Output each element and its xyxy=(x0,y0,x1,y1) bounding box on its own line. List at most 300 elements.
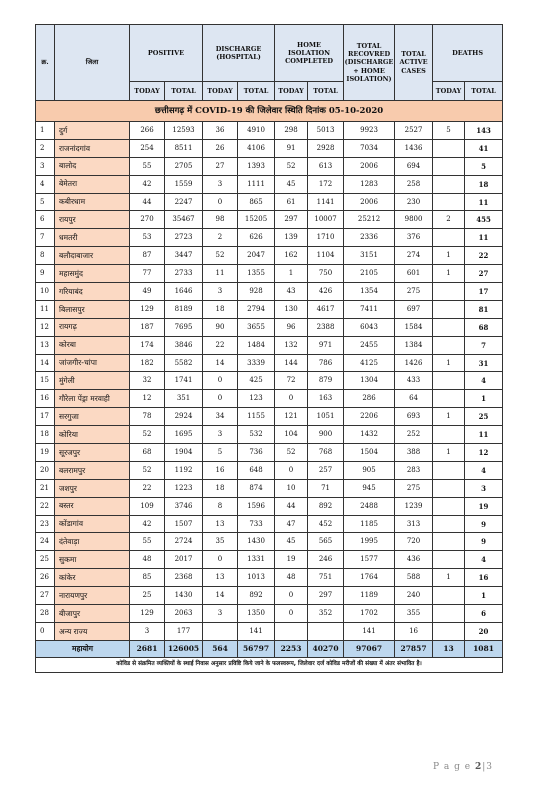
total-recovered: 7411 xyxy=(344,300,395,318)
table-row xyxy=(36,175,503,193)
page-current: 2 xyxy=(474,762,483,772)
discharge-total: 1393 xyxy=(238,157,275,175)
district-name: कोरिया xyxy=(55,426,130,444)
deaths-total: 18 xyxy=(465,175,503,193)
positive-total: 12593 xyxy=(165,122,203,140)
deaths-today xyxy=(433,283,465,301)
home-isolation-today: 52 xyxy=(275,157,308,175)
deaths-today xyxy=(433,318,465,336)
discharge-total: 892 xyxy=(238,587,275,605)
positive-today: 109 xyxy=(130,497,165,515)
discharge-today: 14 xyxy=(203,587,238,605)
table-row xyxy=(36,157,503,175)
total-recovered: 1504 xyxy=(344,444,395,462)
home-isolation-total: 971 xyxy=(308,336,344,354)
total-recovered: 2006 xyxy=(344,193,395,211)
home-isolation-today: 44 xyxy=(275,497,308,515)
header-total-recovered: TOTAL RECOVRED (DISCHARGE + HOME ISOLATION) xyxy=(344,25,395,101)
total-recovered: 1995 xyxy=(344,533,395,551)
deaths-total: 11 xyxy=(465,229,503,247)
deaths-total: 455 xyxy=(465,211,503,229)
deaths-today xyxy=(433,622,465,640)
table-row xyxy=(36,444,503,462)
home-isolation-today: 144 xyxy=(275,354,308,372)
discharge-today: 3 xyxy=(203,605,238,623)
discharge-total: 141 xyxy=(238,622,275,640)
grand-total-discharge-total: 56797 xyxy=(238,640,275,657)
discharge-today: 13 xyxy=(203,515,238,533)
home-isolation-today: 45 xyxy=(275,175,308,193)
home-isolation-today: 104 xyxy=(275,426,308,444)
grand-total-positive-today: 2681 xyxy=(130,640,165,657)
table-row xyxy=(36,622,503,640)
serial-number: 24 xyxy=(36,533,55,551)
positive-today: 78 xyxy=(130,408,165,426)
positive-total: 1559 xyxy=(165,175,203,193)
page-number xyxy=(433,762,493,772)
total-recovered: 1189 xyxy=(344,587,395,605)
subheader-total: TOTAL xyxy=(308,82,344,101)
total-active: 2527 xyxy=(395,122,433,140)
serial-number: 4 xyxy=(36,175,55,193)
district-name: सूरजपुर xyxy=(55,444,130,462)
deaths-total: 68 xyxy=(465,318,503,336)
discharge-total: 1155 xyxy=(238,408,275,426)
discharge-today: 52 xyxy=(203,247,238,265)
discharge-today: 0 xyxy=(203,193,238,211)
home-isolation-total: 750 xyxy=(308,265,344,283)
deaths-today: 1 xyxy=(433,444,465,462)
serial-number: 2 xyxy=(36,139,55,157)
deaths-today: 1 xyxy=(433,247,465,265)
discharge-today: 3 xyxy=(203,175,238,193)
deaths-today xyxy=(433,229,465,247)
discharge-today: 90 xyxy=(203,318,238,336)
district-name: बस्तर xyxy=(55,497,130,515)
discharge-today: 8 xyxy=(203,497,238,515)
discharge-today: 3 xyxy=(203,283,238,301)
table-row xyxy=(36,354,503,372)
discharge-today: 0 xyxy=(203,551,238,569)
total-recovered: 1764 xyxy=(344,569,395,587)
deaths-today xyxy=(433,336,465,354)
total-recovered: 1185 xyxy=(344,515,395,533)
positive-total: 1904 xyxy=(165,444,203,462)
district-name: महासमुंद xyxy=(55,265,130,283)
deaths-total: 31 xyxy=(465,354,503,372)
positive-total: 5582 xyxy=(165,354,203,372)
district-name: कांकेर xyxy=(55,569,130,587)
home-isolation-today: 43 xyxy=(275,283,308,301)
table-row xyxy=(36,247,503,265)
home-isolation-total: 163 xyxy=(308,390,344,408)
total-active: 258 xyxy=(395,175,433,193)
discharge-total: 4910 xyxy=(238,122,275,140)
deaths-total: 25 xyxy=(465,408,503,426)
district-name: कोरबा xyxy=(55,336,130,354)
deaths-total: 11 xyxy=(465,193,503,211)
total-active: 252 xyxy=(395,426,433,444)
district-name: गौरेला पेंड्रा मरवाही xyxy=(55,390,130,408)
total-recovered: 945 xyxy=(344,479,395,497)
subheader-total: TOTAL xyxy=(165,82,203,101)
home-isolation-today: 47 xyxy=(275,515,308,533)
discharge-total: 865 xyxy=(238,193,275,211)
deaths-today: 1 xyxy=(433,569,465,587)
deaths-total: 9 xyxy=(465,515,503,533)
table-row xyxy=(36,461,503,479)
discharge-total: 1430 xyxy=(238,533,275,551)
home-isolation-today: 1 xyxy=(275,265,308,283)
positive-total: 2063 xyxy=(165,605,203,623)
home-isolation-total: 613 xyxy=(308,157,344,175)
home-isolation-total: 900 xyxy=(308,426,344,444)
total-active: 275 xyxy=(395,283,433,301)
positive-today: 174 xyxy=(130,336,165,354)
discharge-total: 1111 xyxy=(238,175,275,193)
home-isolation-total: 5013 xyxy=(308,122,344,140)
table-row xyxy=(36,211,503,229)
home-isolation-total: 892 xyxy=(308,497,344,515)
total-recovered: 1702 xyxy=(344,605,395,623)
home-isolation-today: 162 xyxy=(275,247,308,265)
total-recovered: 1354 xyxy=(344,283,395,301)
positive-today: 55 xyxy=(130,533,165,551)
table-row xyxy=(36,479,503,497)
positive-total: 2733 xyxy=(165,265,203,283)
district-name: बीजापुर xyxy=(55,605,130,623)
discharge-total: 874 xyxy=(238,479,275,497)
discharge-total: 736 xyxy=(238,444,275,462)
deaths-total: 17 xyxy=(465,283,503,301)
positive-total: 2723 xyxy=(165,229,203,247)
header-positive: POSITIVE xyxy=(130,25,203,82)
positive-total: 2724 xyxy=(165,533,203,551)
discharge-total: 3655 xyxy=(238,318,275,336)
header-sno: क्र. xyxy=(36,25,55,101)
deaths-today xyxy=(433,175,465,193)
total-recovered: 1577 xyxy=(344,551,395,569)
positive-today: 68 xyxy=(130,444,165,462)
serial-number: 7 xyxy=(36,229,55,247)
subheader-today: TODAY xyxy=(130,82,165,101)
district-status-table xyxy=(35,24,503,673)
deaths-total: 3 xyxy=(465,479,503,497)
total-recovered: 2206 xyxy=(344,408,395,426)
deaths-total: 27 xyxy=(465,265,503,283)
discharge-total: 648 xyxy=(238,461,275,479)
positive-today: 182 xyxy=(130,354,165,372)
discharge-today: 22 xyxy=(203,336,238,354)
grand-total-active: 27857 xyxy=(395,640,433,657)
deaths-total: 6 xyxy=(465,605,503,623)
total-active: 588 xyxy=(395,569,433,587)
home-isolation-total: 10007 xyxy=(308,211,344,229)
deaths-total: 11 xyxy=(465,426,503,444)
district-name: अन्य राज्य xyxy=(55,622,130,640)
total-active: 697 xyxy=(395,300,433,318)
page-total: 3 xyxy=(486,762,494,772)
header-total-active: TOTAL ACTIVE CASES xyxy=(395,25,433,101)
discharge-today: 98 xyxy=(203,211,238,229)
subheader-today: TODAY xyxy=(203,82,238,101)
home-isolation-today: 0 xyxy=(275,587,308,605)
discharge-today: 13 xyxy=(203,569,238,587)
positive-today: 48 xyxy=(130,551,165,569)
positive-total: 35467 xyxy=(165,211,203,229)
positive-total: 3846 xyxy=(165,336,203,354)
page-separator: | xyxy=(482,762,487,772)
district-name: बालोद xyxy=(55,157,130,175)
positive-today: 85 xyxy=(130,569,165,587)
serial-number: 11 xyxy=(36,300,55,318)
discharge-today: 0 xyxy=(203,372,238,390)
subheader-total: TOTAL xyxy=(238,82,275,101)
deaths-today xyxy=(433,139,465,157)
deaths-today xyxy=(433,426,465,444)
serial-number: 13 xyxy=(36,336,55,354)
table-row xyxy=(36,426,503,444)
deaths-today xyxy=(433,587,465,605)
discharge-total: 1350 xyxy=(238,605,275,623)
home-isolation-total: 246 xyxy=(308,551,344,569)
home-isolation-today: 0 xyxy=(275,390,308,408)
table-row xyxy=(36,336,503,354)
total-active: 275 xyxy=(395,479,433,497)
home-isolation-today: 45 xyxy=(275,533,308,551)
grand-total-deaths-today: 13 xyxy=(433,640,465,657)
serial-number: 18 xyxy=(36,426,55,444)
deaths-total: 19 xyxy=(465,497,503,515)
total-active: 1384 xyxy=(395,336,433,354)
deaths-total: 20 xyxy=(465,622,503,640)
home-isolation-total: 172 xyxy=(308,175,344,193)
discharge-today: 0 xyxy=(203,390,238,408)
deaths-total: 7 xyxy=(465,336,503,354)
deaths-total: 41 xyxy=(465,139,503,157)
page-prefix: P a g e xyxy=(433,762,472,772)
district-name: कबीरधाम xyxy=(55,193,130,211)
deaths-total: 143 xyxy=(465,122,503,140)
serial-number: 1 xyxy=(36,122,55,140)
deaths-today xyxy=(433,300,465,318)
total-active: 274 xyxy=(395,247,433,265)
total-active: 436 xyxy=(395,551,433,569)
home-isolation-today: 121 xyxy=(275,408,308,426)
serial-number: 0 xyxy=(36,622,55,640)
discharge-today: 2 xyxy=(203,229,238,247)
positive-today: 42 xyxy=(130,175,165,193)
total-recovered: 2006 xyxy=(344,157,395,175)
grand-total-row xyxy=(36,640,503,657)
total-recovered: 1304 xyxy=(344,372,395,390)
positive-total: 1741 xyxy=(165,372,203,390)
home-isolation-total: 297 xyxy=(308,587,344,605)
positive-today: 187 xyxy=(130,318,165,336)
positive-total: 7695 xyxy=(165,318,203,336)
deaths-total: 12 xyxy=(465,444,503,462)
discharge-total: 1484 xyxy=(238,336,275,354)
table-row xyxy=(36,408,503,426)
total-recovered: 141 xyxy=(344,622,395,640)
district-name: बलौदाबाजार xyxy=(55,247,130,265)
discharge-total: 1331 xyxy=(238,551,275,569)
positive-total: 2924 xyxy=(165,408,203,426)
discharge-total: 1013 xyxy=(238,569,275,587)
home-isolation-today: 130 xyxy=(275,300,308,318)
deaths-today xyxy=(433,461,465,479)
table-body xyxy=(36,122,503,641)
positive-today: 42 xyxy=(130,515,165,533)
discharge-total: 532 xyxy=(238,426,275,444)
total-active: 64 xyxy=(395,390,433,408)
total-recovered: 7034 xyxy=(344,139,395,157)
positive-today: 12 xyxy=(130,390,165,408)
district-name: रायपुर xyxy=(55,211,130,229)
header-home-isolation: HOME ISOLATION COMPLETED xyxy=(275,25,344,82)
discharge-today: 5 xyxy=(203,444,238,462)
positive-total: 1695 xyxy=(165,426,203,444)
positive-today: 254 xyxy=(130,139,165,157)
positive-total: 351 xyxy=(165,390,203,408)
discharge-total: 2047 xyxy=(238,247,275,265)
district-name: दुर्ग xyxy=(55,122,130,140)
deaths-today xyxy=(433,479,465,497)
total-active: 1426 xyxy=(395,354,433,372)
deaths-today xyxy=(433,551,465,569)
home-isolation-today: 0 xyxy=(275,461,308,479)
deaths-today xyxy=(433,193,465,211)
subheader-today: TODAY xyxy=(433,82,465,101)
deaths-today: 1 xyxy=(433,354,465,372)
total-recovered: 6043 xyxy=(344,318,395,336)
total-active: 283 xyxy=(395,461,433,479)
positive-today: 25 xyxy=(130,587,165,605)
serial-number: 6 xyxy=(36,211,55,229)
discharge-total: 1355 xyxy=(238,265,275,283)
total-active: 9800 xyxy=(395,211,433,229)
total-active: 694 xyxy=(395,157,433,175)
home-isolation-total: 1710 xyxy=(308,229,344,247)
positive-total: 2247 xyxy=(165,193,203,211)
header-deaths: DEATHS xyxy=(433,25,503,82)
discharge-today: 18 xyxy=(203,479,238,497)
home-isolation-today: 10 xyxy=(275,479,308,497)
deaths-total: 1 xyxy=(465,390,503,408)
positive-total: 2705 xyxy=(165,157,203,175)
deaths-today xyxy=(433,390,465,408)
district-name: जांजगीर-चांपा xyxy=(55,354,130,372)
home-isolation-today: 139 xyxy=(275,229,308,247)
home-isolation-today: 96 xyxy=(275,318,308,336)
serial-number: 20 xyxy=(36,461,55,479)
subheader-today: TODAY xyxy=(275,82,308,101)
total-active: 601 xyxy=(395,265,433,283)
discharge-total: 425 xyxy=(238,372,275,390)
total-recovered: 2488 xyxy=(344,497,395,515)
table-row xyxy=(36,283,503,301)
covid-status-sheet xyxy=(35,24,502,673)
total-recovered: 905 xyxy=(344,461,395,479)
serial-number: 26 xyxy=(36,569,55,587)
home-isolation-total: 1104 xyxy=(308,247,344,265)
table-row xyxy=(36,569,503,587)
table-row xyxy=(36,587,503,605)
table-row xyxy=(36,300,503,318)
deaths-today: 2 xyxy=(433,211,465,229)
home-isolation-total: 426 xyxy=(308,283,344,301)
home-isolation-total: 352 xyxy=(308,605,344,623)
positive-today: 129 xyxy=(130,605,165,623)
deaths-today xyxy=(433,497,465,515)
total-active: 240 xyxy=(395,587,433,605)
total-recovered: 2455 xyxy=(344,336,395,354)
total-active: 693 xyxy=(395,408,433,426)
discharge-today: 14 xyxy=(203,354,238,372)
grand-total-recovered: 97067 xyxy=(344,640,395,657)
discharge-total: 15205 xyxy=(238,211,275,229)
home-isolation-today: 72 xyxy=(275,372,308,390)
deaths-today xyxy=(433,515,465,533)
discharge-today: 36 xyxy=(203,122,238,140)
deaths-today xyxy=(433,157,465,175)
total-active: 1584 xyxy=(395,318,433,336)
positive-total: 1192 xyxy=(165,461,203,479)
discharge-total: 2794 xyxy=(238,300,275,318)
district-name: रायगढ़ xyxy=(55,318,130,336)
total-active: 313 xyxy=(395,515,433,533)
district-name: सरगुजा xyxy=(55,408,130,426)
grand-total-label: महायोग xyxy=(36,640,130,657)
discharge-total: 4106 xyxy=(238,139,275,157)
positive-today: 32 xyxy=(130,372,165,390)
deaths-total: 4 xyxy=(465,372,503,390)
discharge-total: 928 xyxy=(238,283,275,301)
positive-total: 1430 xyxy=(165,587,203,605)
positive-today: 44 xyxy=(130,193,165,211)
serial-number: 9 xyxy=(36,265,55,283)
positive-today: 53 xyxy=(130,229,165,247)
discharge-total: 733 xyxy=(238,515,275,533)
table-row xyxy=(36,193,503,211)
home-isolation-total: 2928 xyxy=(308,139,344,157)
home-isolation-today: 52 xyxy=(275,444,308,462)
positive-total: 2017 xyxy=(165,551,203,569)
grand-total-home-isolation-total: 40270 xyxy=(308,640,344,657)
discharge-today xyxy=(203,622,238,640)
district-name: बेमेतरा xyxy=(55,175,130,193)
serial-number: 8 xyxy=(36,247,55,265)
discharge-total: 626 xyxy=(238,229,275,247)
total-recovered: 1432 xyxy=(344,426,395,444)
district-name: गरियाबंद xyxy=(55,283,130,301)
serial-number: 21 xyxy=(36,479,55,497)
home-isolation-total: 768 xyxy=(308,444,344,462)
serial-number: 5 xyxy=(36,193,55,211)
district-name: धमतरी xyxy=(55,229,130,247)
total-active: 355 xyxy=(395,605,433,623)
positive-total: 3746 xyxy=(165,497,203,515)
positive-today: 22 xyxy=(130,479,165,497)
total-recovered: 25212 xyxy=(344,211,395,229)
home-isolation-total: 1141 xyxy=(308,193,344,211)
home-isolation-today: 0 xyxy=(275,605,308,623)
serial-number: 22 xyxy=(36,497,55,515)
positive-total: 177 xyxy=(165,622,203,640)
home-isolation-total: 71 xyxy=(308,479,344,497)
table-row xyxy=(36,515,503,533)
deaths-today xyxy=(433,533,465,551)
